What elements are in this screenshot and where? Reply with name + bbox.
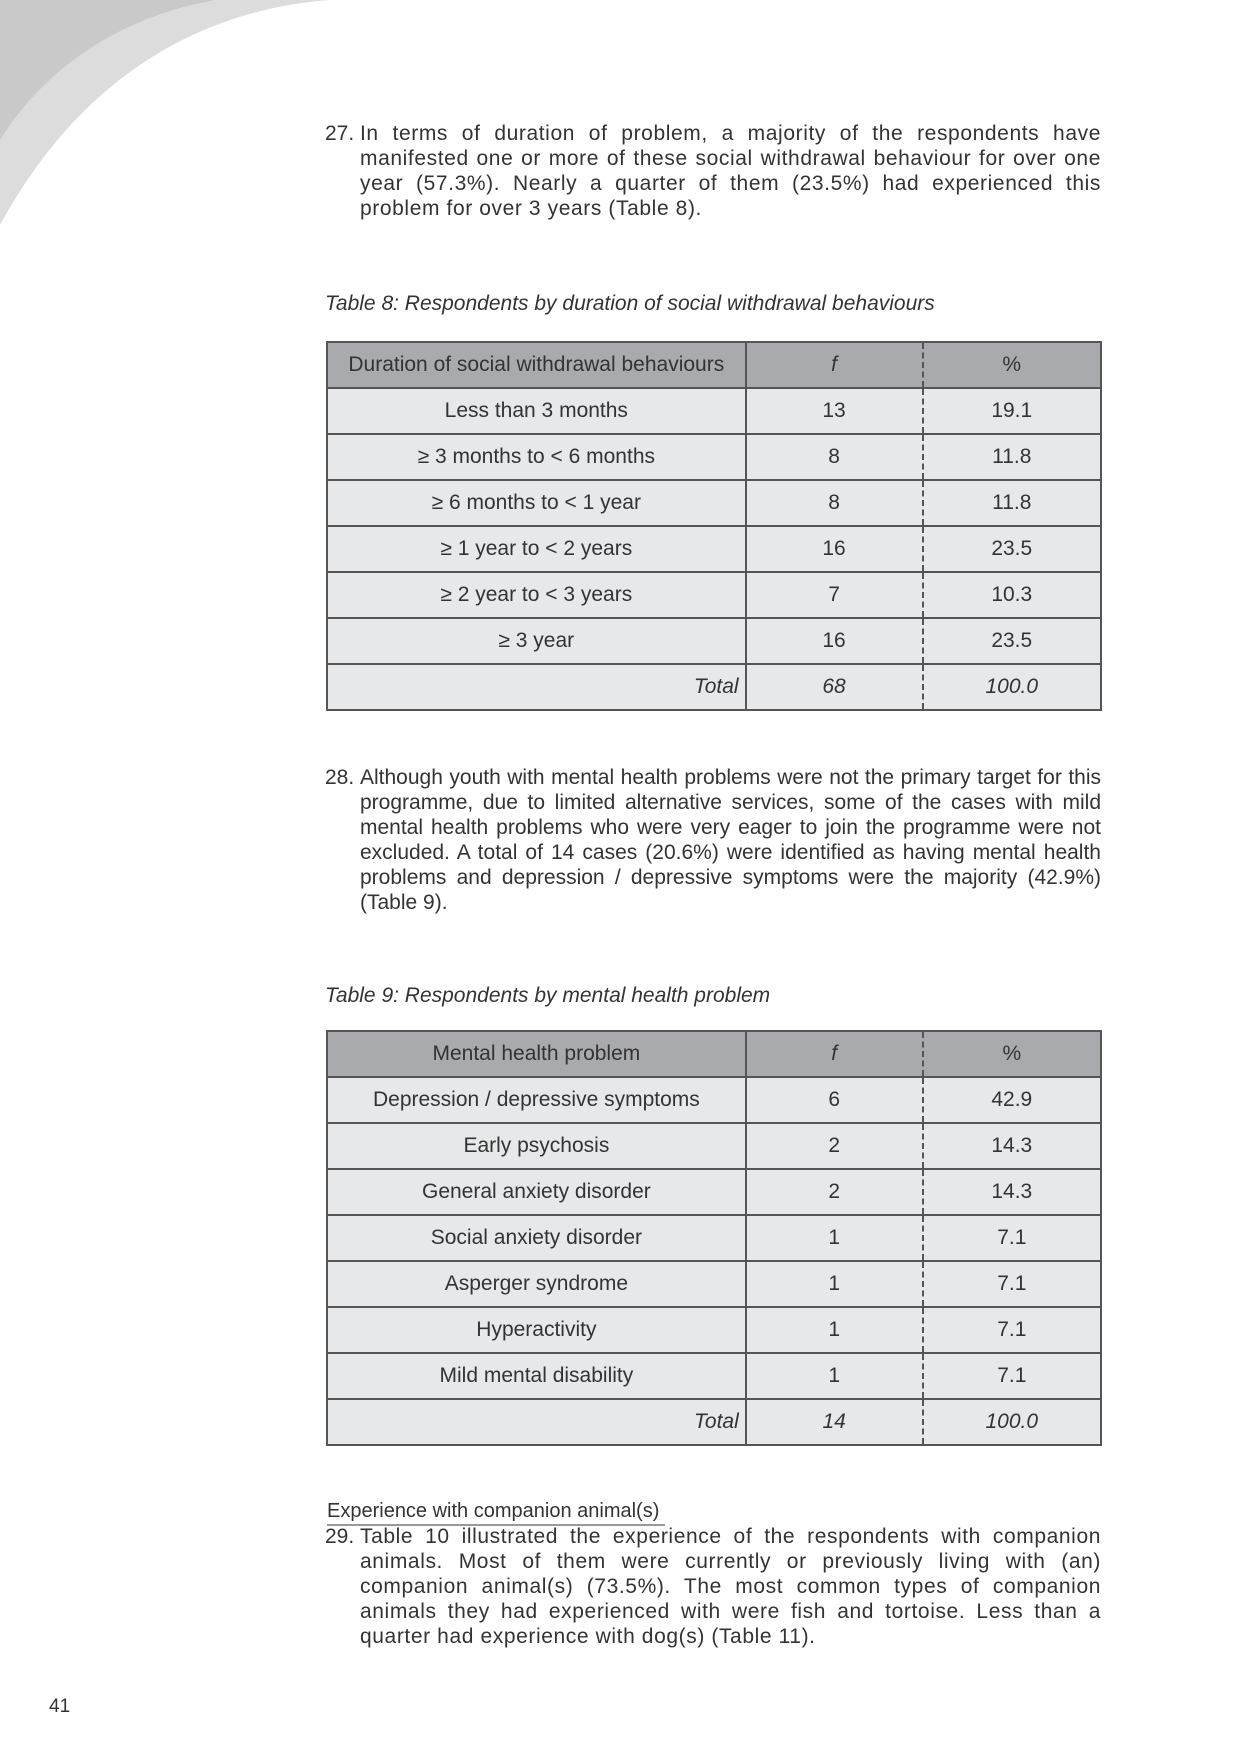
- total-frequency: 68: [746, 664, 923, 710]
- page-number: 41: [49, 1696, 71, 1717]
- paragraph-number: 28.: [325, 766, 355, 789]
- row-label: Depression / depressive symptoms: [327, 1077, 746, 1123]
- row-frequency: 13: [746, 388, 923, 434]
- row-percent: 23.5: [923, 526, 1102, 572]
- row-frequency: 16: [746, 526, 923, 572]
- row-label: Asperger syndrome: [327, 1261, 746, 1307]
- paragraph-29: [325, 1524, 1101, 1649]
- total-frequency: 14: [746, 1399, 923, 1445]
- row-percent: 11.8: [923, 480, 1102, 526]
- row-percent: 42.9: [923, 1077, 1101, 1123]
- header-mental-health-problem: Mental health problem: [327, 1031, 746, 1077]
- row-frequency: 1: [746, 1215, 923, 1261]
- row-percent: 7.1: [923, 1261, 1101, 1307]
- row-label: ≥ 1 year to < 2 years: [327, 526, 746, 572]
- total-percent: 100.0: [923, 1399, 1101, 1445]
- row-percent: 10.3: [923, 572, 1102, 618]
- row-frequency: 8: [746, 480, 923, 526]
- row-frequency: 1: [746, 1353, 923, 1399]
- header-percent: %: [923, 342, 1102, 388]
- paragraph-27: [325, 121, 1101, 221]
- table-row: [327, 1077, 1101, 1123]
- paragraph-text: Although youth with mental health problems were not the primary target for this programme, due to limited alternative services, some of the cases with mild mental health problems who were very eager to join the programme were not excluded. A total of 14 cases (20.6%) were identified as having mental health problems and depression / depressive symptoms were the majority (42.9%) (Table 9).: [360, 766, 1101, 914]
- section-heading-companion-animals: Experience with companion animal(s): [327, 1500, 665, 1526]
- row-label: Early psychosis: [327, 1123, 746, 1169]
- row-label: Hyperactivity: [327, 1307, 746, 1353]
- header-frequency: f: [746, 342, 923, 388]
- table-row: [327, 1261, 1101, 1307]
- row-frequency: 1: [746, 1261, 923, 1307]
- row-label: Less than 3 months: [327, 388, 746, 434]
- table-8-caption: Table 8: Respondents by duration of social withdrawal behaviours: [325, 292, 935, 315]
- header-percent: %: [923, 1031, 1101, 1077]
- table-9-caption: Table 9: Respondents by mental health problem: [325, 984, 771, 1007]
- row-percent: 7.1: [923, 1353, 1101, 1399]
- table-8: [326, 341, 1102, 711]
- row-label: ≥ 6 months to < 1 year: [327, 480, 746, 526]
- total-label: Total: [327, 664, 746, 710]
- row-percent: 23.5: [923, 618, 1102, 664]
- row-label: General anxiety disorder: [327, 1169, 746, 1215]
- table-row: [327, 1123, 1101, 1169]
- paragraph-text: Table 10 illustrated the experience of the respondents with companion animals. Most of them were currently or previously living with (an) companion animal(s) (73.5%). The most common types of companion animals they had experienced with were fish and tortoise. Less than a quarter had experience with dog(s) (Table 11).: [360, 1525, 1101, 1648]
- row-percent: 11.8: [923, 434, 1102, 480]
- table-row: [327, 1353, 1101, 1399]
- row-frequency: 1: [746, 1307, 923, 1353]
- total-label: Total: [327, 1399, 746, 1445]
- row-label: Mild mental disability: [327, 1353, 746, 1399]
- table-9: [326, 1030, 1102, 1446]
- table-row: [327, 388, 1101, 434]
- row-frequency: 6: [746, 1077, 923, 1123]
- row-frequency: 16: [746, 618, 923, 664]
- corner-swoosh-decoration: [0, 0, 330, 230]
- table-row: [327, 1169, 1101, 1215]
- header-frequency: f: [746, 1031, 923, 1077]
- row-label: ≥ 2 year to < 3 years: [327, 572, 746, 618]
- header-duration: Duration of social withdrawal behaviours: [327, 342, 746, 388]
- paragraph-number: 27.: [325, 122, 355, 145]
- paragraph-number: 29.: [325, 1525, 355, 1548]
- table-row: [327, 1215, 1101, 1261]
- row-percent: 14.3: [923, 1123, 1101, 1169]
- table-total-row: [327, 664, 1101, 710]
- table-row: [327, 526, 1101, 572]
- table-header-row: [327, 342, 1101, 388]
- row-percent: 19.1: [923, 388, 1102, 434]
- row-frequency: 7: [746, 572, 923, 618]
- row-label: ≥ 3 months to < 6 months: [327, 434, 746, 480]
- row-frequency: 2: [746, 1123, 923, 1169]
- total-percent: 100.0: [923, 664, 1102, 710]
- table-header-row: [327, 1031, 1101, 1077]
- row-percent: 7.1: [923, 1215, 1101, 1261]
- table-row: [327, 480, 1101, 526]
- table-row: [327, 1307, 1101, 1353]
- table-row: [327, 618, 1101, 664]
- row-frequency: 2: [746, 1169, 923, 1215]
- table-row: [327, 572, 1101, 618]
- row-label: Social anxiety disorder: [327, 1215, 746, 1261]
- row-label: ≥ 3 year: [327, 618, 746, 664]
- row-frequency: 8: [746, 434, 923, 480]
- row-percent: 7.1: [923, 1307, 1101, 1353]
- paragraph-28: [325, 765, 1101, 915]
- row-percent: 14.3: [923, 1169, 1101, 1215]
- paragraph-text: In terms of duration of problem, a majority of the respondents have manifested one or more of these social withdrawal behaviour for over one year (57.3%). Nearly a quarter of them (23.5%) had experienced this problem for over 3 years (Table 8).: [360, 122, 1101, 220]
- table-row: [327, 434, 1101, 480]
- table-total-row: [327, 1399, 1101, 1445]
